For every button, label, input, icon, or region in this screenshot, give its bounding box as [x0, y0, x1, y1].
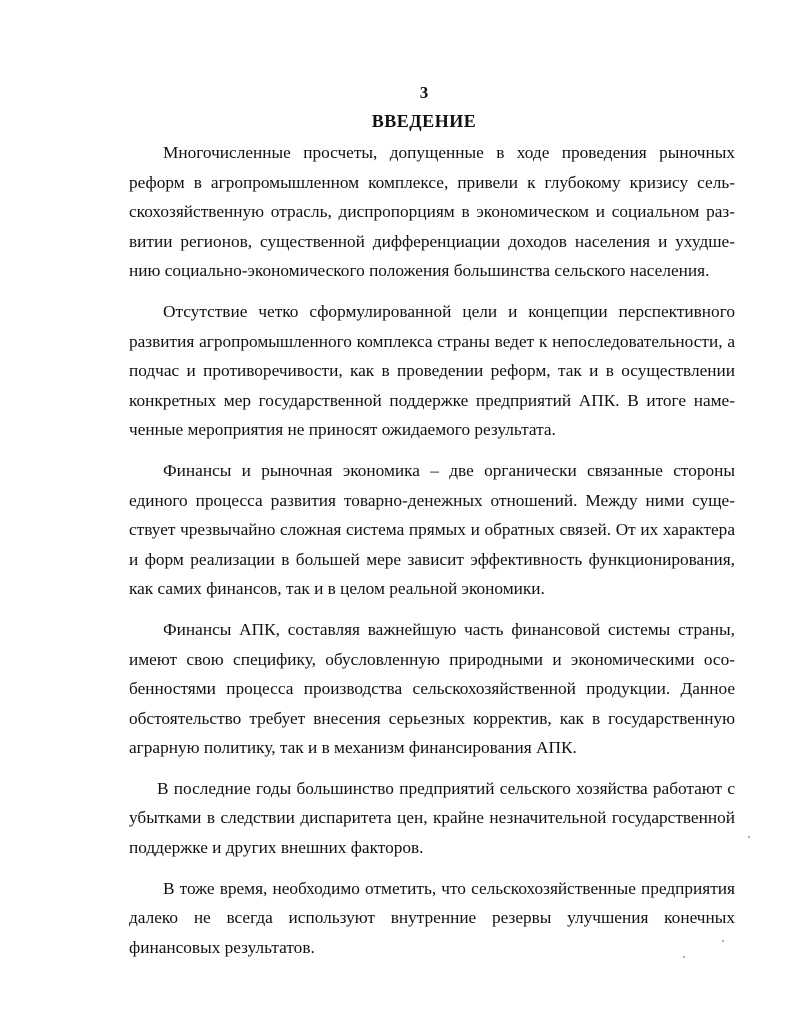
scan-speck	[722, 940, 724, 942]
paragraph-3: Финансы и рыночная экономика – две органически связанные стороны единого процесса развития товарно-денежных отношений. Между ними существует чрезвычайно сложная система прямых и обратных связей. От их характера и форм реализации в большей мере зависит эффективность функционирования, как самих финансов, так и в целом реальной экономики.	[129, 460, 735, 599]
scan-speck	[748, 836, 750, 838]
paragraph-1: Многочисленные просчеты, допущенные в ходе проведения рыночных реформ в агропромышленном комплексе, привели к глубокому кризису сельскохозяйственную отрасль, диспропорциям в экономическом и социальном развитии регионов, существенной дифференциации доходов населения и ухудшению социально-экономического положения большинства сельского населения.	[129, 143, 735, 281]
paragraph-2: Отсутствие четко сформулированной цели и концепции перспективного развития агропромышленного комплекса страны ведет к непоследовательности, а подчас и противоречивости, как в проведении реформ, так и в осуществлении конкретных мер государственной поддержке предприятий АПК. В итоге намеченные мероприятия не приносят ожидаемого результата.	[129, 301, 735, 440]
page-number: 3	[419, 83, 429, 102]
paragraph-4: Финансы АПК, составляя важнейшую часть финансовой системы страны, имеют свою специфику, обусловленную природными и экономическими особенностями процесса производства сельскохозяйственной продукции. Данное обстоятельство требует внесения серьезных корректив, как в государственную аграрную политику, так и в механизм финансирования АПК.	[129, 619, 735, 758]
paragraph-6: В тоже время, необходимо отметить, что сельскохозяйственные предприятия далеко не всегда используют внутренние резервы улучшения конечных финансовых результатов.	[129, 878, 735, 957]
scan-speck	[683, 956, 685, 958]
body-text	[129, 138, 735, 973]
section-title: ВВЕДЕНИЕ	[371, 111, 477, 131]
paragraph-5: В последние годы большинство предприятий сельского хозяйства работают с убытками в следствии диспаритета цен, крайне незначительной государственной поддержке и других внешних факторов.	[129, 778, 735, 858]
